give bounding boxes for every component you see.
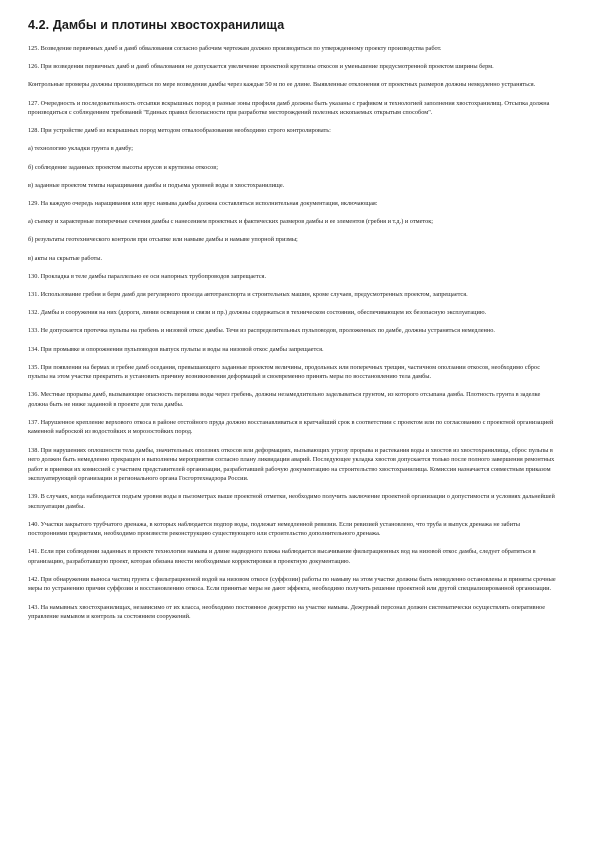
paragraph: 125. Возведение первичных дамб и дамб обвалования согласно рабочим чертежам должно производиться по утвержденному проекту производства работ. [28,45,442,52]
paragraph: 131. Использование гребня и берм дамб для регулярного проезда автотранспорта и строительных машин, кроме случаев, предусмотренных проектом, запрещается. [28,291,468,299]
paragraph: 127. Очередность и последовательность отсыпки вскрышных пород в разные зоны профиля дамб должны быть указаны с графиком и технологией заполнения хвостохранилищ. Отсыпка должна производиться с соблюдением требований "Единых правил безопасности при разработке месторождений полезных ископаемых открытым способом". [28,99,550,117]
paragraph: 143. На намывных хвостохранилищах, независимо от их класса, необходимо постоянное дежурство на участке намыва. Дежурный персонал должен систематически осуществлять оперативное управление намывом и контроль за состоянием сооружений. [28,603,546,620]
paragraph: 139. В случаях, когда наблюдается подъем уровня воды в пьезометрах выше проектной отметки, необходимо получить заключение проектной организации о допустимости и условиях дальнейшей эксплуатации дамбы. [28,493,555,510]
paragraph: 141. Если при соблюдении заданных в проекте технологии намыва и длине надводного пляжа наблюдается высачивание фильтрационных вод на низовой откос дамбы, следует обратиться в организацию, разработавшую проект, которая обязана внести необходимые корректировки в проектную документацию. [28,548,536,565]
paragraph: а) съемку и характерные поперечные сечения дамбы с нанесением проектных и фактических размеров дамбы и ее элементов (гребня и т.д.) и отметок; [28,218,434,226]
section-title: 4.2. Дамбы и плотины хвостохранилища [28,18,285,32]
paragraph: 135. При появлении на бермах и гребне дамб оседания, превышающего заданные проектом величины, продольных или поперечных трещин, частичном оползании откосов, необходимо сброс пульпы на этом участке прекратить и установить причину возникновения деформаций и своевременно принять меры по восстановлению тела дамбы. [28,363,541,381]
paragraph: б) соблюдение заданных проектом высоты ярусов и крутизны откосов; [28,163,218,171]
paragraph: 140. Участки закрытого трубчатого дренажа, в которых наблюдается подпор воды, подлежат немедленной ревизии. Если ревизией установлено, что труба и выпуск дренажа не забиты посторонними предметами, необходимо произвести реконструкцию существующего или строительство дополнительного дренажа. [28,520,520,538]
paragraph: 137. Нарушенное крепление верхового откоса в районе отстойного пруда должно восстанавливаться в кратчайший срок в соответствии с проектом или по согласованию с проектной организацией каменной наброской из водостойких и морозостойких пород. [28,419,554,436]
paragraph: 128. При устройстве дамб из вскрышных пород методом отвалообразования необходимо строго контролировать: [28,127,331,135]
paragraph: б) результаты геотехнического контроля при отсыпке или намыве дамбы и намыве упорной призмы; [28,236,298,244]
paragraph: в) заданные проектом темпы наращивания дамбы и подъема уровней воды в хвостохранилище. [28,181,285,189]
paragraph: а) технологию укладки грунта в дамбу; [28,145,134,153]
paragraph: 129. На каждую очередь наращивания или ярус намыва дамбы должна составляться исполнительная документация, включающая: [28,200,378,208]
paragraph: 138. При нарушениях оплошности тела дамбы, значительных оползнях откосов или деформациях, вызывающих угрозу прорыва и растекания воды и хвостов из хвостохранилища, сброс пульпы в него должен быть немедленно прекращен и выполнены мероприятия согласно плану ликвидации аварий. Последующее укладка хвостов допускается только после полного завершения ремонтных работ и приемки их комиссией с участием представителей организации, разработавшей рабочую документацию на строительство хвостохранилища. Комиссия назначается совместным приказом эксплуатирующей организации и регионального органа Госгортехнадзора России. [28,446,555,482]
paragraph: 136. Местные прорывы дамб, вызывающие опасность перелива воды через гребень, должны незамедлительно заделываться грунтом, из которого отсыпана дамба. Плотность грунта в заделке должна быть не ниже заданной в проекте для тела дамбы. [28,391,541,408]
paragraph: Контрольные промеры должны производиться по мере возведения дамбы через каждые 50 м по ее длине. Выявленные отклонения от проектных размеров должны немедленно устраняться. [28,81,536,89]
paragraph: 134. При промывке и опорожнении пульповодов выпуск пульпы и воды на низовой откос дамбы запрещается. [28,345,324,353]
paragraph: 132. Дамбы и сооружения на них (дороги, линии освещения и связи и пр.) должны содержаться в техническом состоянии, обеспечивающем их безопасную эксплуатацию. [28,309,487,317]
paragraph: 126. При возведении первичных дамб и дамб обвалования не допускается увеличение проектной крутизны откосов и уменьшение предусмотренной проектом ширины берм. [28,63,494,71]
document-body [28,44,559,621]
paragraph: 133. Не допускается протечка пульпы на гребень и низовой откос дамбы. Течи из распределительных пульповодов, проложенных по дамбе, должны устраняться немедленно. [28,327,496,335]
paragraph: 142. При обнаружении выноса частиц грунта с фильтрационной водой на низовом откосе (суффозии) работы по намыву на этом участке должны быть немедленно остановлены и приняты срочные меры по устранению причин суффозии и восстановлению откоса. Если принятые меры не дают эффекта, необходимо получить решение проектной или другой специализированной организации. [28,575,556,593]
paragraph: в) акты на скрытые работы. [28,254,103,262]
paragraph: 130. Прокладка в теле дамбы параллельно ее оси напорных трубопроводов запрещается. [28,272,267,280]
